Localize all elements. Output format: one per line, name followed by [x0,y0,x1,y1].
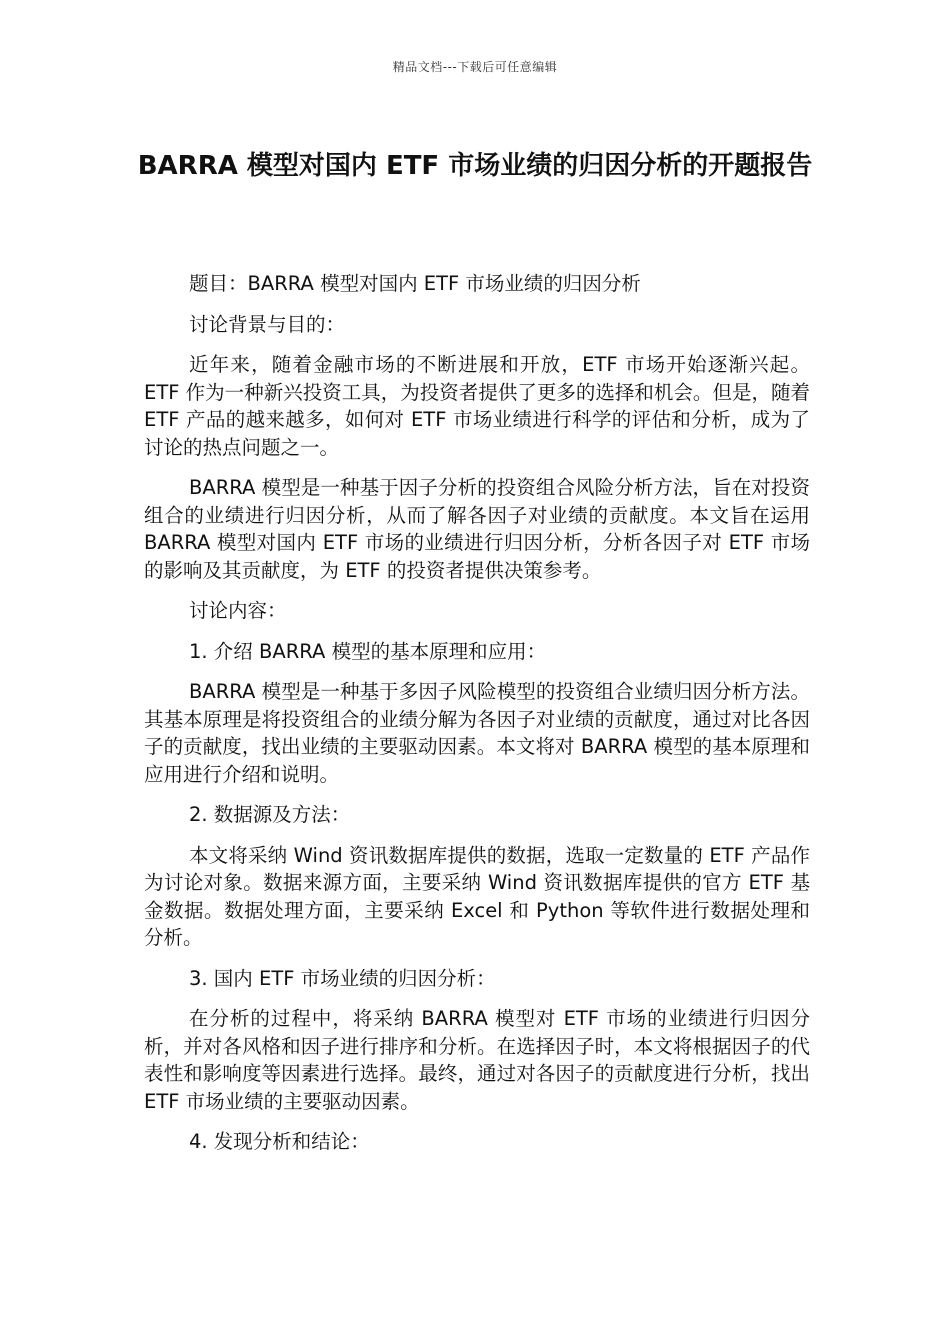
paragraph-background: 近年来，随着金融市场的不断进展和开放，ETF 市场开始逐渐兴起。ETF 作为一种新兴投资工具，为投资者提供了更多的选择和机会。但是，随着 ETF 产品的越来越多，如何对 ETF 市场业绩进行科学的评估和分析，成为了讨论的热点问题之一。 [144,353,810,459]
paragraph-data-method: 本文将采纳 Wind 资讯数据库提供的数据，选取一定数量的 ETF 产品作为讨论对象。数据来源方面，主要采纳 Wind 资讯数据库提供的官方 ETF 基金数据。数据处理方面，主要采纳 Excel 和 Python 等软件进行数据处理和分析。 [144,843,810,949]
document-title: BARRA 模型对国内 ETF 市场业绩的归因分析的开题报告 [137,151,813,181]
topic-line: 题目：BARRA 模型对国内 ETF 市场业绩的归因分析 [189,272,641,295]
section-heading-background: 讨论背景与目的： [189,312,346,336]
page-header: 精品文档---下载后可任意编辑 [392,60,558,74]
paragraph-attribution-analysis: 在分析的过程中，将采纳 BARRA 模型对 ETF 市场的业绩进行归因分析，并对各风格和因子进行排序和分析。在选择因子时，本文将根据因子的代表性和影响度等因素进行选择。最终，通过对各因子的贡献度进行分析，找出 ETF 市场业绩的主要驱动因素。 [144,1007,810,1113]
document-body [144,270,810,1169]
paragraph-barra-principle: BARRA 模型是一种基于多因子风险模型的投资组合业绩归因分析方法。其基本原理是将投资组合的业绩分解为各因子对业绩的贡献度，通过对比各因子的贡献度，找出业绩的主要驱动因素。本文将对 BARRA 模型的基本原理和应用进行介绍和说明。 [144,680,810,786]
item-heading-1: 1. 介绍 BARRA 模型的基本原理和应用： [189,639,547,663]
item-heading-2: 2. 数据源及方法： [189,803,351,826]
item-heading-3: 3. 国内 ETF 市场业绩的归因分析： [189,966,496,990]
item-heading-4: 4. 发现分析和结论： [189,1130,370,1153]
section-heading-content: 讨论内容： [189,599,287,622]
paragraph-barra-purpose: BARRA 模型是一种基于因子分析的投资组合风险分析方法，旨在对投资组合的业绩进行归因分析，从而了解各因子对业绩的贡献度。本文旨在运用 BARRA 模型对国内 ETF 市场的业绩进行归因分析，分析各因子对 ETF 市场的影响及其贡献度，为 ETF 的投资者提供决策参考。 [144,476,810,582]
